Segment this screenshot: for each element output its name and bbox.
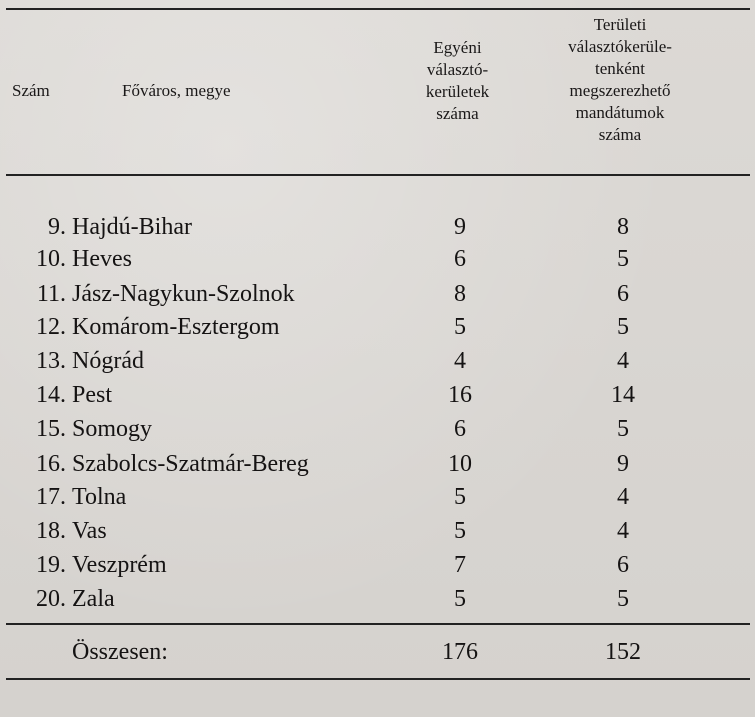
total-label: Összesen: [72, 639, 168, 665]
county-name: Hajdú-Bihar [72, 214, 192, 240]
table-row [0, 550, 755, 580]
header-egyeni-line: kerületek [425, 82, 490, 101]
egyeni-count: 16 [448, 382, 472, 408]
teruleti-count: 8 [617, 214, 629, 240]
egyeni-count: 6 [454, 416, 466, 442]
teruleti-count: 6 [617, 552, 629, 578]
table-row [0, 312, 755, 342]
header-egyeni-line: választó- [426, 60, 489, 79]
table-row [0, 380, 755, 410]
county-name: Vas [72, 518, 107, 544]
total-rule [6, 623, 750, 625]
teruleti-count: 5 [617, 416, 629, 442]
egyeni-count: 7 [454, 552, 466, 578]
county-name: Szabolcs-Szatmár-Bereg [72, 451, 309, 477]
header-egyeni-line: Egyéni [433, 38, 482, 57]
table-row [0, 449, 755, 479]
top-rule [6, 8, 750, 10]
county-name: Zala [72, 586, 115, 612]
row-number: 14. [36, 382, 66, 408]
row-number: 19. [36, 552, 66, 578]
header-rule [6, 174, 750, 176]
header-teruleti-line: megszerezhető [569, 81, 671, 100]
teruleti-count: 4 [617, 518, 629, 544]
table-row [0, 212, 755, 242]
table-row [0, 516, 755, 546]
table-row [0, 482, 755, 512]
teruleti-count: 4 [617, 484, 629, 510]
county-name: Somogy [72, 416, 153, 442]
header-fovaros-megye: Főváros, megye [122, 81, 231, 100]
county-name: Pest [72, 382, 113, 408]
header-egyeni [395, 37, 520, 125]
header-szam: Szám [12, 81, 50, 100]
teruleti-count: 5 [617, 314, 629, 340]
header-teruleti-line: mandátumok [575, 103, 665, 122]
header-teruleti-line: tenként [594, 59, 646, 78]
egyeni-count: 6 [454, 246, 466, 272]
header-teruleti-line: Területi [593, 15, 647, 34]
teruleti-count: 4 [617, 348, 629, 374]
teruleti-count: 14 [611, 382, 635, 408]
row-number: 12. [36, 314, 66, 340]
table-row [0, 346, 755, 376]
header-teruleti [530, 14, 710, 146]
row-number: 11. [36, 281, 66, 307]
header-teruleti-line: választókerüle- [568, 37, 672, 56]
egyeni-count: 5 [454, 484, 466, 510]
county-name: Heves [72, 246, 132, 272]
egyeni-count: 5 [454, 586, 466, 612]
row-number: 15. [36, 416, 66, 442]
table-row [0, 244, 755, 274]
total-egyeni: 176 [442, 639, 478, 665]
header-egyeni-line: száma [436, 104, 479, 123]
table-row [0, 414, 755, 444]
egyeni-count: 5 [454, 518, 466, 544]
egyeni-count: 8 [454, 281, 466, 307]
teruleti-count: 5 [617, 586, 629, 612]
teruleti-count: 5 [617, 246, 629, 272]
county-name: Komárom-Esztergom [72, 314, 280, 340]
teruleti-count: 9 [617, 451, 629, 477]
egyeni-count: 10 [448, 451, 472, 477]
county-name: Tolna [72, 484, 127, 510]
row-number: 18. [36, 518, 66, 544]
row-number: 9. [48, 214, 66, 240]
table-row [0, 279, 755, 309]
row-number: 20. [36, 586, 66, 612]
row-number: 10. [36, 246, 66, 272]
teruleti-count: 6 [617, 281, 629, 307]
county-name: Jász-Nagykun-Szolnok [72, 281, 295, 307]
row-number: 17. [36, 484, 66, 510]
county-name: Veszprém [72, 552, 167, 578]
header-teruleti-line: száma [598, 125, 642, 144]
egyeni-count: 9 [454, 214, 466, 240]
row-number: 16. [36, 451, 66, 477]
total-teruleti: 152 [605, 639, 641, 665]
bottom-rule [6, 678, 750, 680]
total-row [0, 637, 755, 667]
row-number: 13. [36, 348, 66, 374]
egyeni-count: 4 [454, 348, 466, 374]
table-row [0, 584, 755, 614]
county-name: Nógrád [72, 348, 144, 374]
egyeni-count: 5 [454, 314, 466, 340]
